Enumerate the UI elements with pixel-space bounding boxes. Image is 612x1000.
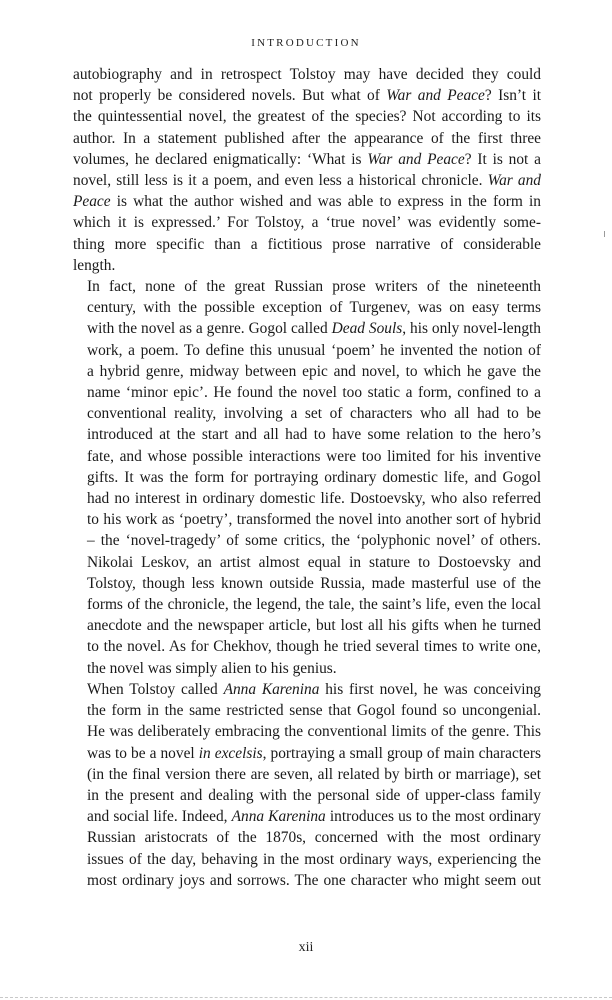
- text-line: work, a poem. To define this unusual ‘poem’ he invented the notion of: [87, 341, 541, 359]
- text-line: which it is expressed.’ For Tolstoy, a ‘true novel’ was evidently some-: [73, 214, 541, 232]
- text-line: Nikolai Leskov, an artist almost equal in stature to Dostoevsky and: [87, 553, 541, 571]
- text-line: name ‘minor epic’. He found the novel too static a form, confined to a: [87, 384, 541, 402]
- text-line: to his work as ‘poetry’, transformed the novel into another sort of hybrid: [87, 511, 541, 529]
- text-line: century, with the possible exception of Turgenev, was on easy terms: [87, 299, 541, 317]
- text-line: autobiography and in retrospect Tolstoy may have decided they could: [73, 66, 541, 83]
- paragraph-2: [73, 276, 541, 679]
- text-line: to the novel. As for Chekhov, though he tried several times to write one,: [87, 638, 541, 656]
- paragraph-3: [73, 679, 541, 891]
- text-line: gifts. It was the form for portraying ordinary domestic life, and Gogol: [87, 468, 541, 486]
- text-line: the quintessential novel, the greatest of the species? Not according to its: [73, 108, 541, 126]
- text-line: fate, and whose possible interactions were too limited for his inventive: [87, 447, 541, 465]
- text-line: not properly be considered novels. But what of War and Peace? Isn’t it: [73, 87, 541, 105]
- text-line: had no interest in ordinary domestic life. Dostoevsky, who also referred: [87, 490, 541, 508]
- text-line: thing more specific than a fictitious prose narrative of considerable: [73, 235, 541, 253]
- text-line: – the ‘novel-tragedy’ of some critics, the ‘polyphonic novel’ of others.: [87, 532, 541, 550]
- text-line: author. In a statement published after the appearance of the first three: [73, 129, 541, 147]
- text-line: Russian aristocrats of the 1870s, concerned with the most ordinary: [87, 829, 541, 847]
- text-line: When Tolstoy called Anna Karenina his first novel, he was conceiving: [87, 680, 541, 698]
- text-line: Peace is what the author wished and was able to express in the form in: [73, 193, 541, 211]
- text-line: He was deliberately embracing the conventional limits of the genre. This: [87, 723, 541, 741]
- page-bottom-edge: [0, 997, 612, 998]
- body-text: [73, 64, 541, 891]
- text-line: volumes, he declared enigmatically: ‘What is War and Peace? It is not a: [73, 150, 541, 168]
- text-line: Tolstoy, though less known outside Russia, made masterful use of the: [87, 574, 541, 592]
- text-line: with the novel as a genre. Gogol called Dead Souls, his only novel-length: [87, 320, 541, 338]
- text-line: novel, still less is it a poem, and even less a historical chronicle. War and: [73, 172, 542, 190]
- page-number: xii: [298, 940, 314, 955]
- margin-mark: [604, 231, 605, 237]
- text-line: conventional reality, involving a set of characters who all had to be: [87, 405, 541, 423]
- text-line: a hybrid genre, midway between epic and novel, to which he gave the: [87, 362, 541, 380]
- text-line: In fact, none of the great Russian prose writers of the nineteenth: [87, 278, 541, 296]
- text-line: and social life. Indeed, Anna Karenina introduces us to the most ordinary: [87, 808, 541, 826]
- text-line: introduced at the start and all had to have some relation to the hero’s: [87, 426, 541, 444]
- text-line: the novel was simply alien to his genius.: [87, 659, 337, 677]
- running-head: INTRODUCTION: [251, 37, 361, 49]
- text-line: was to be a novel in excelsis, portraying a small group of main characters: [87, 744, 541, 762]
- text-line: issues of the day, behaving in the most ordinary ways, experiencing the: [87, 850, 541, 868]
- text-line: length.: [73, 256, 116, 274]
- text-line: in the present and dealing with the personal side of upper-class family: [87, 786, 541, 804]
- text-line: the form in the same restricted sense that Gogol found so uncongenial.: [87, 702, 541, 720]
- text-line: anecdote and the newspaper article, but lost all his gifts when he turned: [87, 617, 541, 635]
- text-line: forms of the chronicle, the legend, the tale, the saint’s life, even the local: [87, 596, 541, 614]
- text-line: (in the final version there are seven, all related by birth or marriage), set: [87, 765, 541, 783]
- text-line: most ordinary joys and sorrows. The one character who might seem out: [87, 871, 541, 889]
- paragraph-1: [73, 64, 541, 276]
